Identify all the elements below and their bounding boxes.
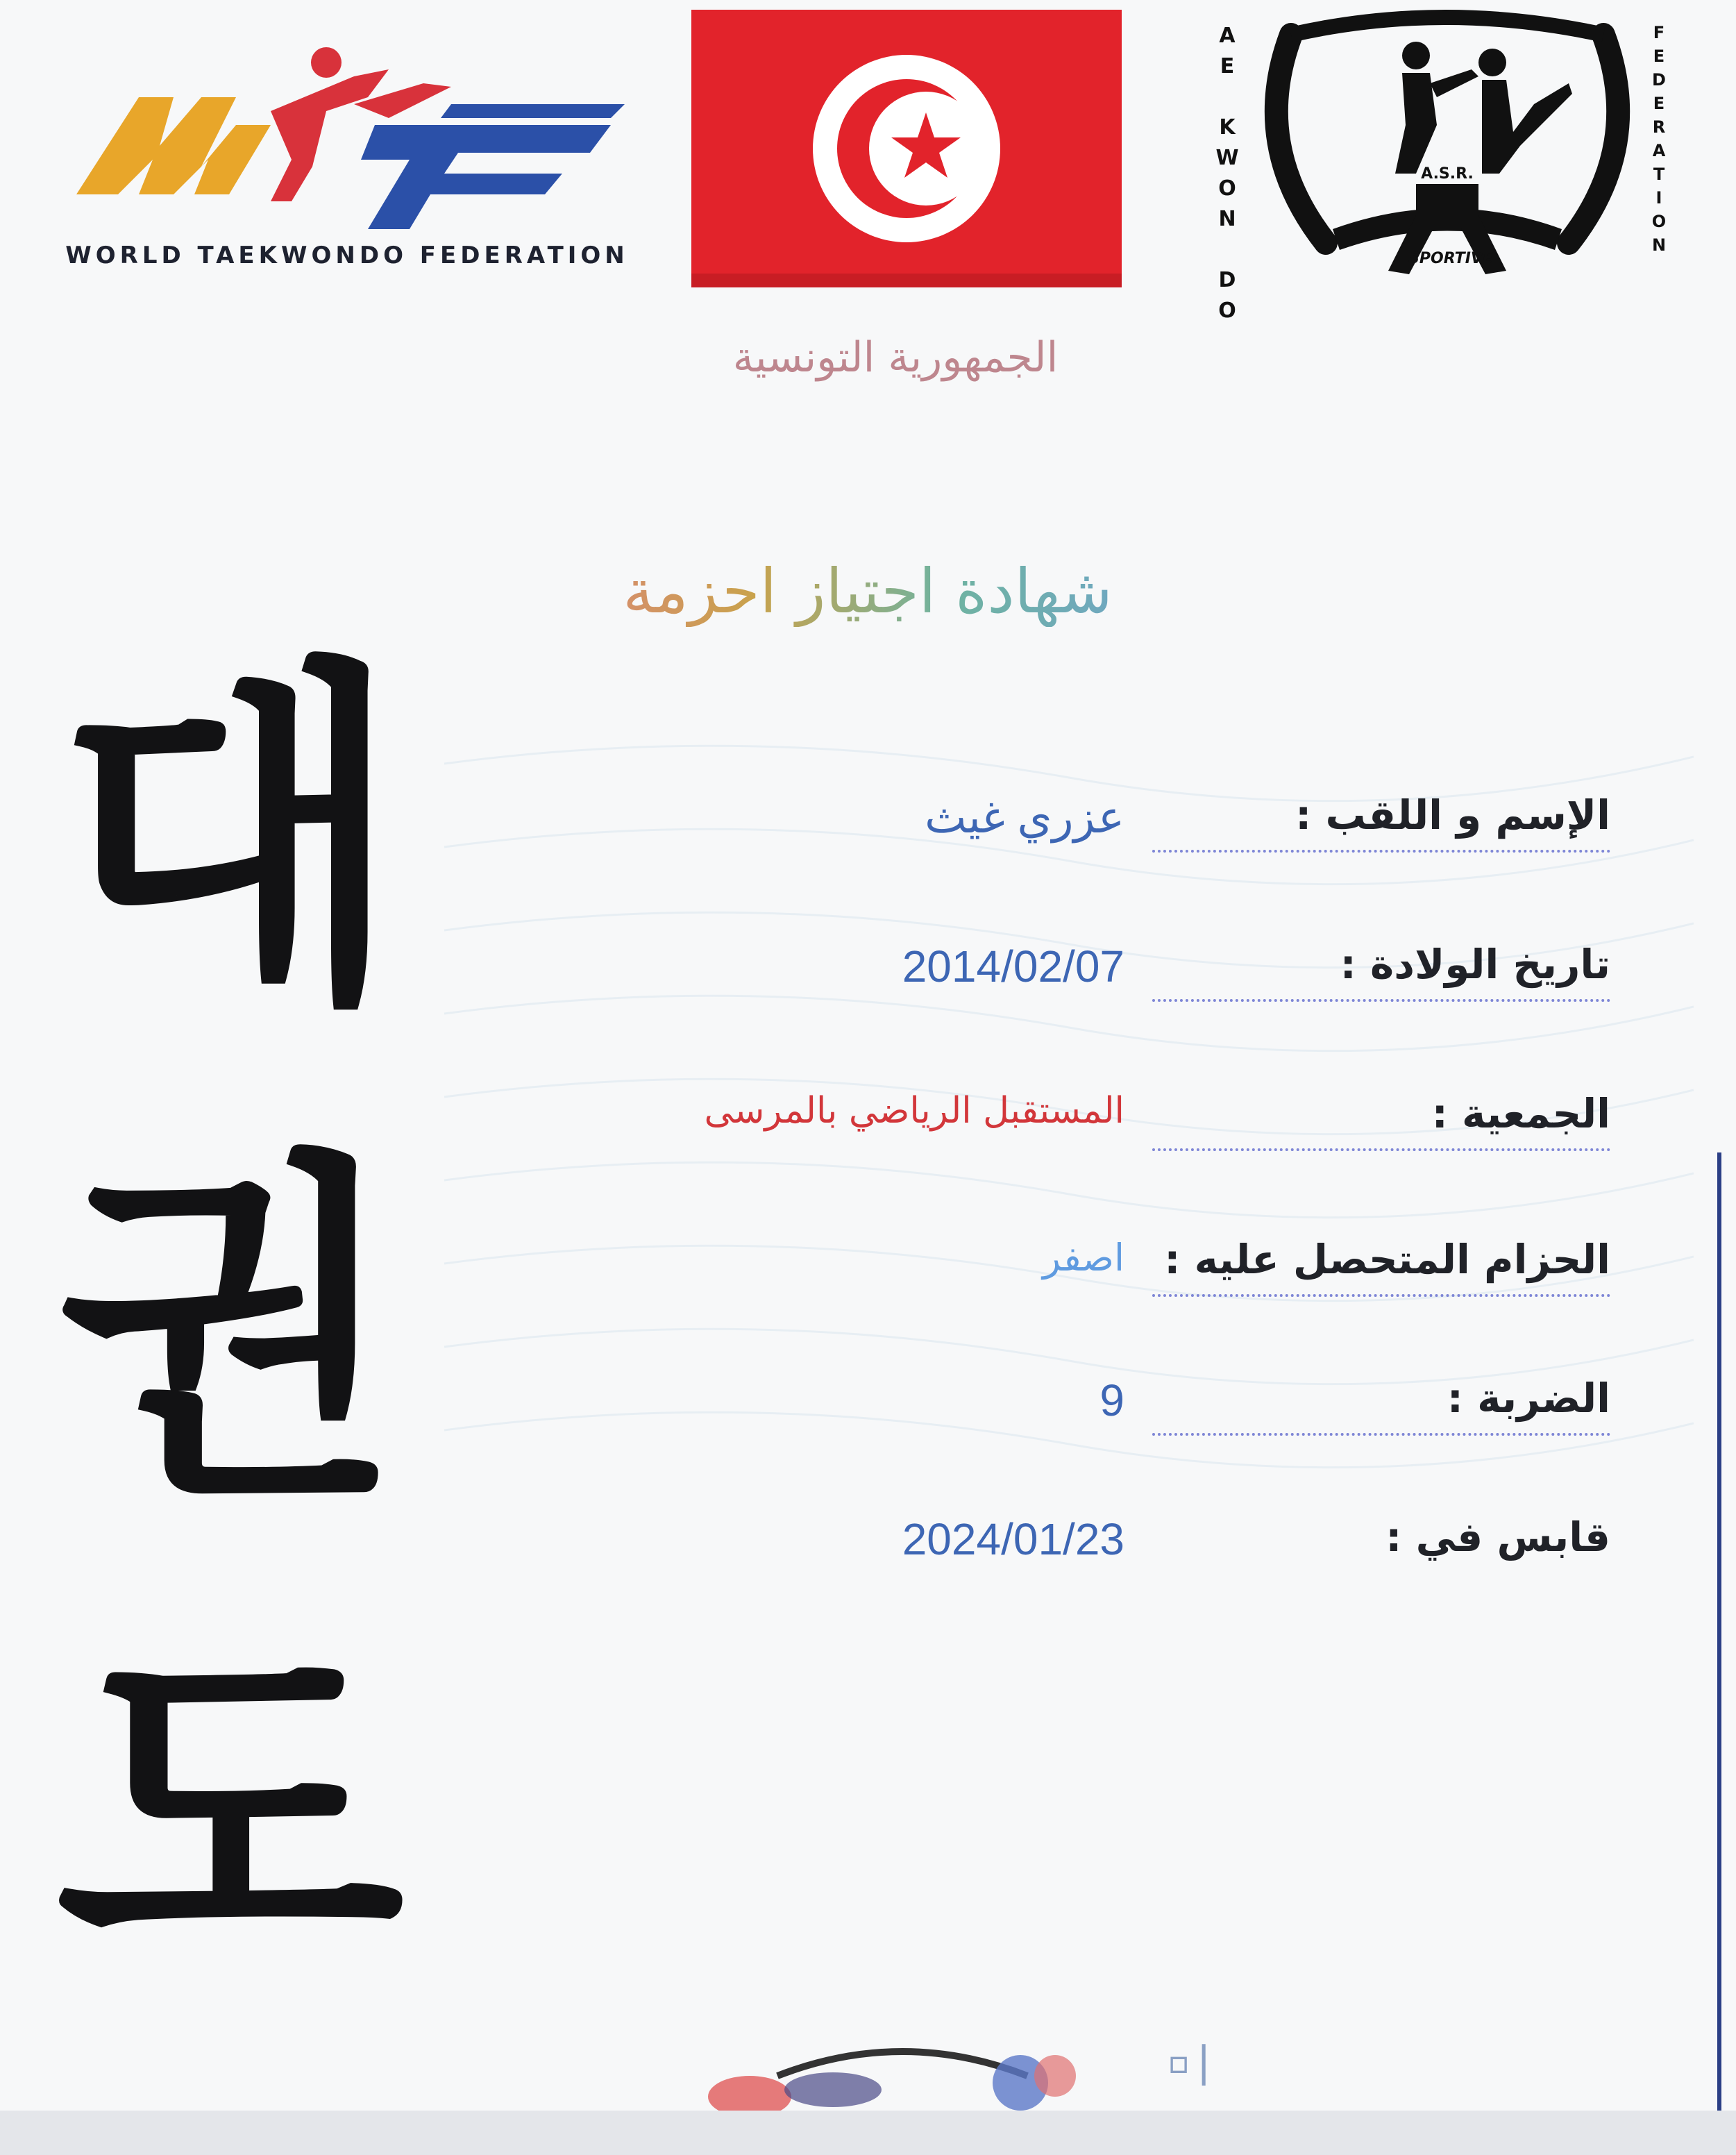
field-row-issued bbox=[708, 1513, 1610, 1597]
association-emblem bbox=[1208, 7, 1687, 323]
field-underline bbox=[1152, 1294, 1610, 1297]
field-label-name: الإسم و اللقب : bbox=[1295, 791, 1610, 839]
emblem-left-text: A E K W O N D O bbox=[1215, 24, 1239, 323]
wtf-logo-graphic bbox=[62, 28, 646, 236]
field-value-name: عزري غيث bbox=[925, 792, 1124, 842]
emblem-center-text: A.S.R. bbox=[1421, 165, 1474, 183]
field-underline bbox=[1152, 1148, 1610, 1151]
field-row-club bbox=[704, 1090, 1610, 1173]
field-underline bbox=[1152, 999, 1610, 1002]
wtf-text: WORLD TAEKWONDO FEDERATION bbox=[65, 242, 629, 269]
certificate-title: شهادة اجتياز احزمة bbox=[486, 555, 1249, 627]
field-row-grade bbox=[708, 1375, 1610, 1458]
field-underline bbox=[1152, 1433, 1610, 1436]
field-label-club: الجمعية : bbox=[1431, 1090, 1610, 1137]
edge-line bbox=[1717, 1152, 1721, 2145]
emblem-right-text: F E D E R A T I O N bbox=[1651, 23, 1667, 255]
field-value-belt: اصفر bbox=[1043, 1236, 1124, 1280]
wtf-logo bbox=[62, 28, 646, 269]
field-label-issued: قابس في : bbox=[1385, 1513, 1610, 1561]
korean-calligraphy bbox=[28, 611, 405, 2138]
korean-char-tae: 대 bbox=[56, 630, 405, 1050]
tunisia-flag bbox=[691, 10, 1122, 287]
field-label-belt: الحزام المتحصل عليه : bbox=[1164, 1236, 1610, 1283]
field-underline bbox=[1152, 850, 1610, 853]
field-row-birthdate bbox=[708, 941, 1610, 1024]
field-value-club: المستقبل الرياضي بالمرسى bbox=[704, 1090, 1124, 1132]
field-value-issued: 2024/01/23 bbox=[902, 1514, 1124, 1564]
bottom-shade bbox=[0, 2111, 1736, 2155]
korean-char-kwon: 권 bbox=[56, 1123, 405, 1543]
korean-char-do: 도 bbox=[56, 1602, 405, 2022]
emblem-bottom-text: SPORTIVE bbox=[1408, 250, 1493, 267]
field-value-grade: 9 bbox=[1099, 1375, 1124, 1425]
field-row-belt bbox=[708, 1236, 1610, 1319]
republic-heading: الجمهورية التونسية bbox=[732, 333, 1059, 382]
field-value-birthdate: 2014/02/07 bbox=[902, 941, 1124, 991]
field-row-name bbox=[708, 791, 1610, 875]
field-label-birthdate: تاريخ الولادة : bbox=[1340, 941, 1610, 988]
certificate-fields bbox=[694, 791, 1610, 1625]
field-label-grade: الضربة : bbox=[1447, 1375, 1610, 1422]
bottom-mark: ▫| bbox=[1166, 2038, 1217, 2086]
